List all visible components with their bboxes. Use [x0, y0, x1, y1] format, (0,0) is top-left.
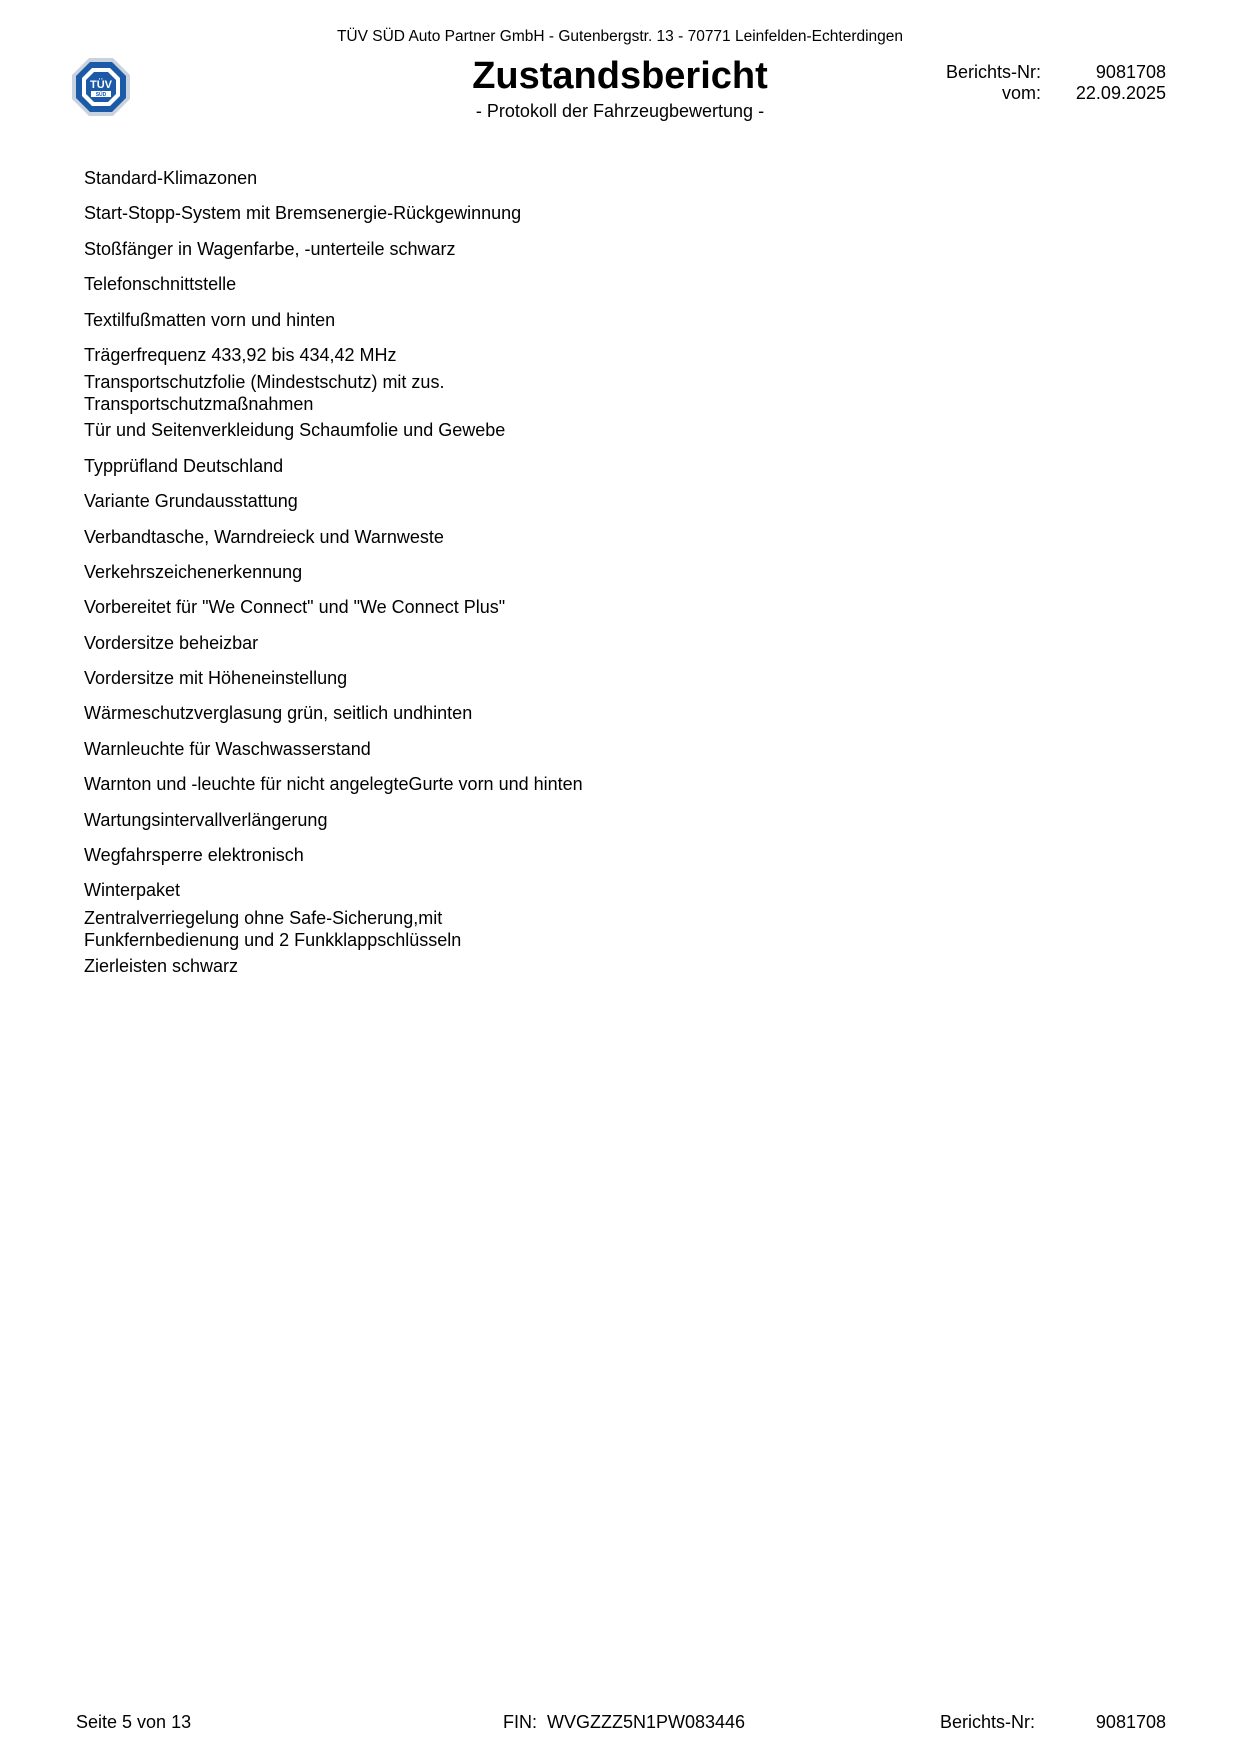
- equipment-item: Verbandtasche, Warndreieck und Warnweste: [84, 526, 444, 547]
- svg-text:TÜV: TÜV: [90, 79, 112, 91]
- equipment-item: Vorbereitet für "We Connect" und "We Connect Plus": [84, 597, 506, 618]
- page-subtitle: - Protokoll der Fahrzeugbewertung -: [475, 101, 765, 121]
- equipment-item-line: Funkfernbedienung und 2 Funkklappschlüsseln: [84, 929, 462, 950]
- equipment-item: Textilfußmatten vorn und hinten: [84, 309, 336, 330]
- equipment-item: [84, 907, 784, 955]
- equipment-item: Winterpaket: [84, 880, 181, 901]
- equipment-item: [84, 371, 784, 419]
- equipment-item: Zierleisten schwarz: [84, 955, 239, 976]
- report-number-label: Berichts-Nr:: [945, 62, 1041, 82]
- footer-report-number-label: Berichts-Nr:: [940, 1712, 1036, 1732]
- equipment-item-line: Transportschutzfolie (Mindestschutz) mit zus.: [84, 372, 445, 393]
- equipment-item: Tür und Seitenverkleidung Schaumfolie und Gewebe: [84, 420, 506, 441]
- fin-label: FIN:: [503, 1712, 537, 1732]
- report-date: 22.09.2025: [1075, 83, 1166, 103]
- equipment-item: Typprüfland Deutschland: [84, 455, 284, 476]
- report-date-label: vom:: [1001, 83, 1041, 103]
- page-title: Zustandsbericht: [472, 55, 768, 97]
- equipment-item-line: Transportschutzmaßnahmen: [84, 394, 314, 415]
- equipment-item: Standard-Klimazonen: [84, 168, 258, 188]
- equipment-item: Stoßfänger in Wagenfarbe, -unterteile schwarz: [84, 238, 456, 259]
- svg-text:SÜD: SÜD: [95, 92, 107, 98]
- fin-value: WVGZZZ5N1PW083446: [547, 1712, 746, 1732]
- page-number: Seite 5 von 13: [76, 1712, 192, 1732]
- equipment-item: Wartungsintervallverlängerung: [84, 809, 328, 830]
- equipment-item: Vordersitze mit Höheneinstellung: [84, 668, 348, 689]
- equipment-item: Vordersitze beheizbar: [84, 632, 259, 653]
- report-number: 9081708: [1095, 62, 1166, 82]
- equipment-item: Variante Grundausstattung: [84, 491, 298, 512]
- equipment-item: Start-Stopp-System mit Bremsenergie-Rückgewinnung: [84, 203, 522, 224]
- fin-footer: [503, 1712, 745, 1733]
- footer-report-number: [940, 1712, 1166, 1733]
- footer-report-number-value: 9081708: [1095, 1712, 1166, 1732]
- company-address-line: TÜV SÜD Auto Partner GmbH - Gutenbergstr. 13 - 70771 Leinfelden-Echterdingen: [336, 28, 904, 45]
- equipment-item: Warnton und -leuchte für nicht angelegteGurte vorn und hinten: [84, 774, 583, 795]
- equipment-item: Wärmeschutzverglasung grün, seitlich undhinten: [84, 703, 473, 724]
- report-meta: [930, 62, 1166, 104]
- equipment-item: Wegfahrsperre elektronisch: [84, 845, 304, 866]
- equipment-item: Telefonschnittstelle: [84, 274, 237, 295]
- equipment-item-line: Zentralverriegelung ohne Safe-Sicherung,mit: [84, 907, 443, 928]
- equipment-item: Trägerfrequenz 433,92 bis 434,42 MHz: [84, 344, 397, 365]
- equipment-item: Warnleuchte für Waschwasserstand: [84, 738, 371, 759]
- equipment-item: Verkehrszeichenerkennung: [84, 561, 303, 582]
- equipment-list: [84, 167, 784, 990]
